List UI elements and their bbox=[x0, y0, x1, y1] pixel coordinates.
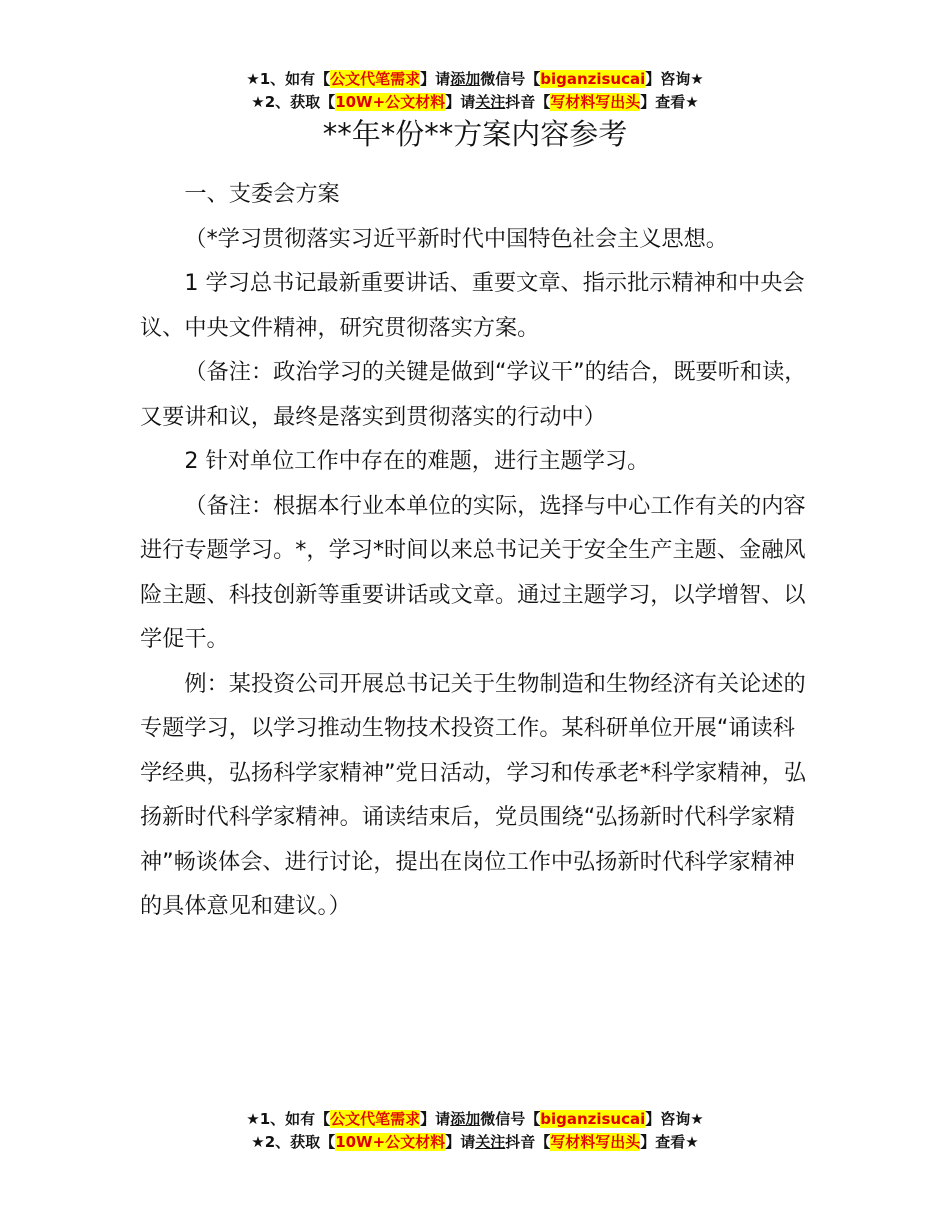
banner-text: 】请 bbox=[420, 1110, 451, 1128]
banner-text: 微信号【 bbox=[480, 70, 541, 88]
banner-text: ★2、获取【 bbox=[251, 93, 336, 111]
banner-emphasis: 关注 bbox=[475, 1133, 506, 1151]
highlight-douyin-account: 写材料写出头 bbox=[550, 93, 641, 111]
banner-text: ★1、如有【 bbox=[246, 1110, 331, 1128]
banner-text: ★2、获取【 bbox=[251, 1133, 336, 1151]
banner-text: 】请 bbox=[420, 70, 451, 88]
highlight-service: 公文代笔需求 bbox=[330, 70, 421, 88]
paragraph: 1 学习总书记最新重要讲话、重要文章、指示批示精神和中央会议、中央文件精神，研究贯彻落实方案。 bbox=[140, 270, 805, 341]
banner-text: ★1、如有【 bbox=[246, 70, 331, 88]
banner-emphasis: 关注 bbox=[475, 93, 506, 111]
banner-text: 抖音【 bbox=[505, 1133, 551, 1151]
highlight-douyin-account: 写材料写出头 bbox=[550, 1133, 641, 1151]
banner-text: 】咨询★ bbox=[645, 1110, 704, 1128]
highlight-service: 公文代笔需求 bbox=[330, 1110, 421, 1128]
banner-line-2 bbox=[0, 1131, 950, 1154]
paragraph: （备注：根据本行业本单位的实际，选择与中心工作有关的内容进行专题学习。*，学习*时间以来总书记关于安全生产主题、金融风险主题、科技创新等重要讲话或文章。通过主题学习，以学增智、以学促干。 bbox=[140, 492, 806, 652]
paragraph: 2 针对单位工作中存在的难题，进行主题学习。 bbox=[184, 448, 650, 474]
paragraph: （备注：政治学习的关键是做到“学议干”的结合，既要听和读，又要讲和议，最终是落实到贯彻落实的行动中） bbox=[140, 359, 807, 430]
banner-line-1 bbox=[0, 68, 950, 91]
banner-text: 】查看★ bbox=[640, 1133, 699, 1151]
paragraph: （*学习贯彻落实习近平新时代中国特色社会主义思想。 bbox=[184, 225, 728, 252]
banner-text: 抖音【 bbox=[505, 93, 551, 111]
banner-text: 微信号【 bbox=[480, 1110, 541, 1128]
banner-line-1 bbox=[0, 1108, 950, 1131]
header-banner bbox=[0, 68, 950, 114]
section-heading: 一、支委会方案 bbox=[184, 181, 340, 207]
banner-text: 】请 bbox=[445, 1133, 476, 1151]
paragraph: 例：某投资公司开展总书记关于生物制造和生物经济有关论述的专题学习，以学习推动生物技术投资工作。某科研单位开展“诵读科学经典，弘扬科学家精神”党日活动，学习和传承老*科学家精神，弘扬新时代科学家精神。诵读结束后，党员围绕“弘扬新时代科学家精神”畅谈体会、进行讨论，提出在岗位工作中弘扬新时代科学家精神的具体意见和建议。） bbox=[140, 670, 807, 919]
highlight-materials: 10W+公文材料 bbox=[335, 1133, 446, 1151]
banner-emphasis: 添加 bbox=[450, 70, 481, 88]
banner-line-2 bbox=[0, 91, 950, 114]
banner-text: 】请 bbox=[445, 93, 476, 111]
banner-text: 】咨询★ bbox=[645, 70, 704, 88]
banner-text: 】查看★ bbox=[640, 93, 699, 111]
highlight-wechat-id: biganzisucai bbox=[540, 70, 646, 88]
banner-emphasis: 添加 bbox=[450, 1110, 481, 1128]
document-body bbox=[140, 172, 812, 929]
highlight-materials: 10W+公文材料 bbox=[335, 93, 446, 111]
document-title: **年*份**方案内容参考 bbox=[322, 117, 628, 151]
footer-banner bbox=[0, 1108, 950, 1154]
highlight-wechat-id: biganzisucai bbox=[540, 1110, 646, 1128]
